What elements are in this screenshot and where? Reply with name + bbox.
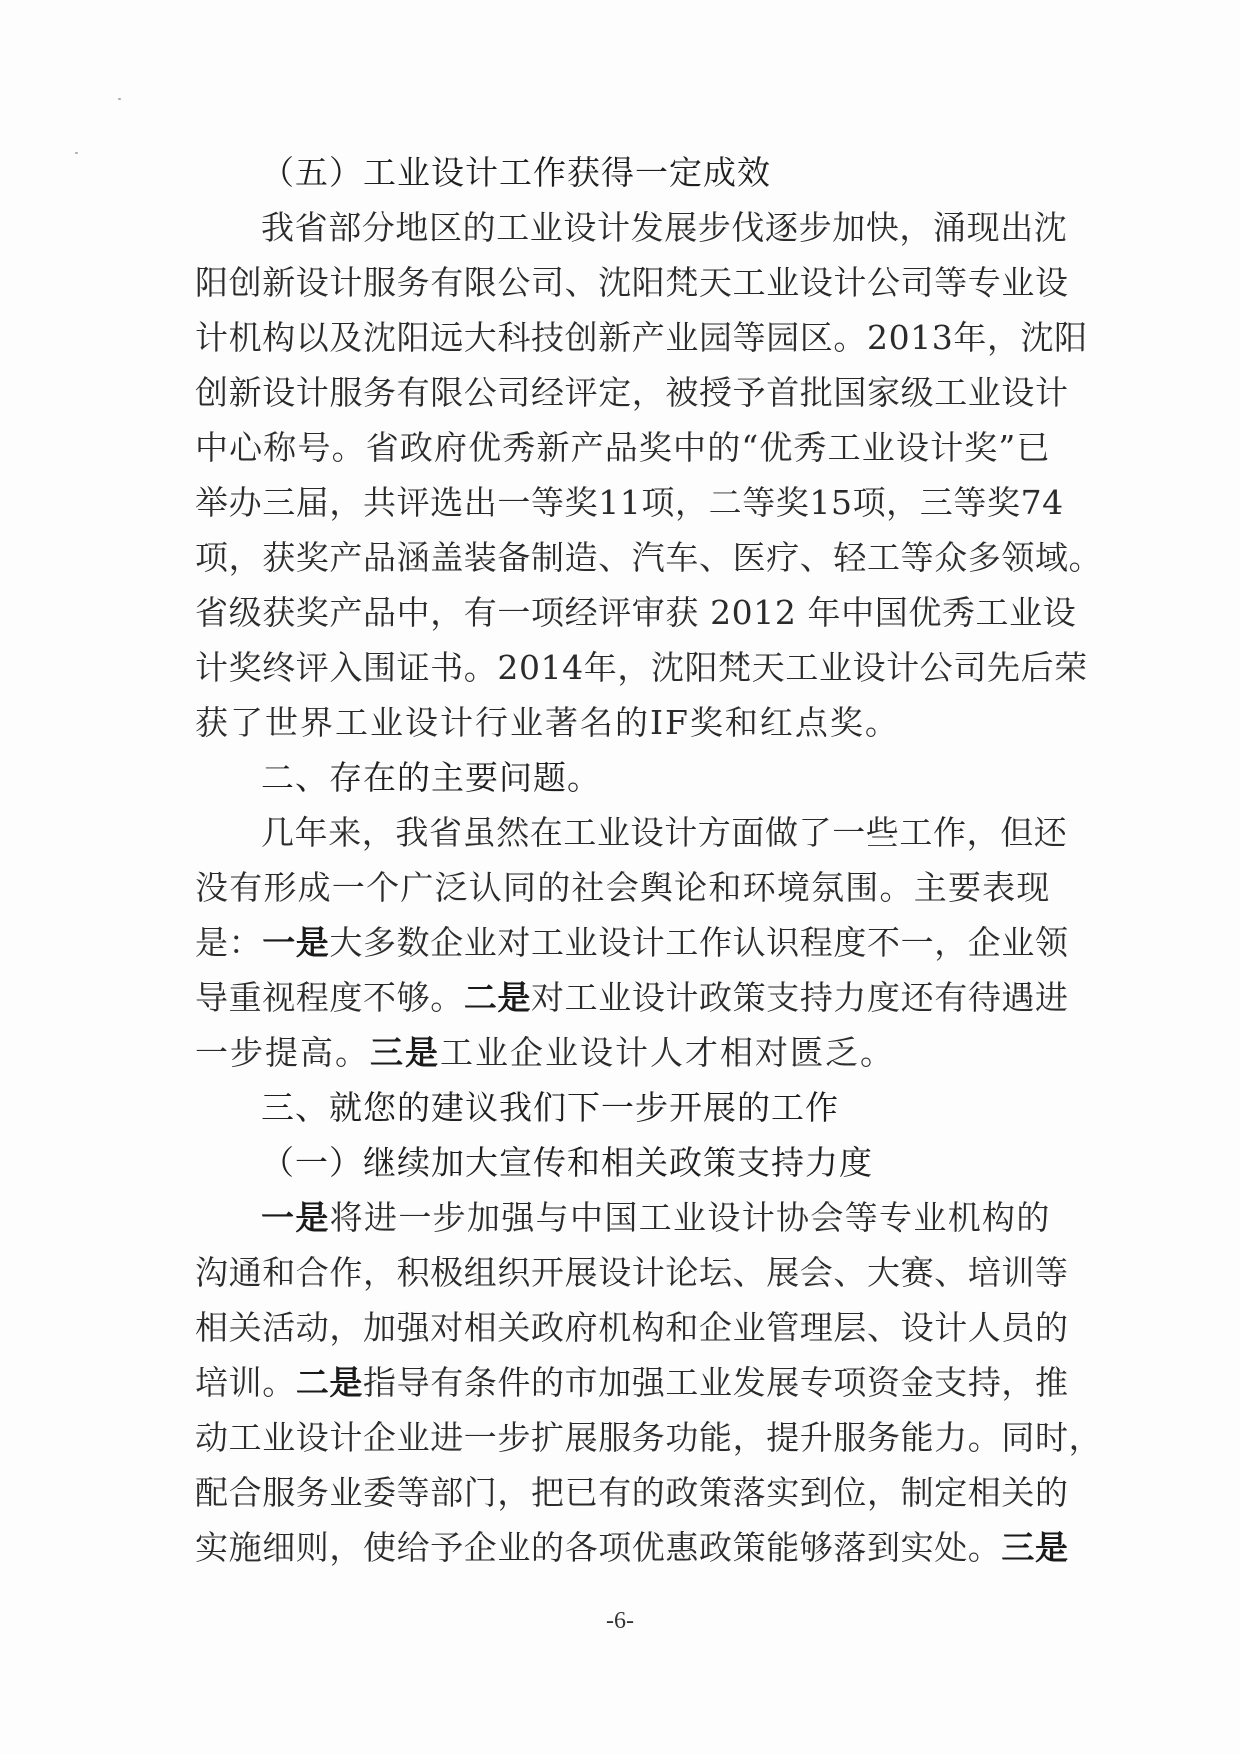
text-run: 大多数企业对工业设计工作认识程度不一，企业领 bbox=[329, 923, 1069, 962]
text-line-content bbox=[195, 373, 1069, 413]
text-line-content bbox=[261, 208, 1068, 248]
section-heading bbox=[0, 758, 1240, 802]
text-line bbox=[0, 813, 1240, 857]
emphasis-marker: 三是 bbox=[370, 1033, 440, 1072]
text-run: 计机构以及沈阳远大科技创新产业园等园区。2013年，沈阳 bbox=[195, 318, 1088, 357]
text-line-content bbox=[195, 703, 1050, 743]
text-line bbox=[0, 1033, 1240, 1077]
text-line bbox=[0, 483, 1240, 527]
text-line-content bbox=[195, 868, 1050, 908]
text-run: 配合服务业委等部门，把已有的政策落实到位，制定相关的 bbox=[195, 1473, 1069, 1512]
text-run: 对工业设计政策支持力度还有待遇进 bbox=[531, 978, 1069, 1017]
text-run: 几年来，我省虽然在工业设计方面做了一些工作，但还 bbox=[261, 813, 1068, 852]
text-run: 没有形成一个广泛认同的社会舆论和环境氛围。主要表现 bbox=[195, 868, 1050, 907]
text-run: 项，获奖产品涵盖装备制造、汽车、医疗、轻工等众多领域。 bbox=[195, 538, 1103, 577]
emphasis-marker: 三是 bbox=[1001, 1528, 1069, 1567]
text-line-content bbox=[261, 1088, 1050, 1128]
text-run: 中心称号。省政府优秀新产品奖中的“优秀工业设计奖”已 bbox=[195, 428, 1050, 467]
text-line-content bbox=[195, 263, 1069, 303]
text-line bbox=[0, 373, 1240, 417]
emphasis-marker: 二是 bbox=[463, 978, 532, 1017]
text-run: 获了世界工业设计行业著名的IF奖和红点奖。 bbox=[195, 703, 900, 742]
text-run: 导重视程度不够。 bbox=[195, 978, 464, 1017]
text-line bbox=[0, 1308, 1240, 1352]
text-run: 创新设计服务有限公司经评定，被授予首批国家级工业设计 bbox=[195, 373, 1069, 412]
text-line bbox=[0, 648, 1240, 692]
text-line-content bbox=[195, 538, 1103, 578]
text-line bbox=[0, 538, 1240, 582]
text-line bbox=[0, 318, 1240, 362]
text-run: 计奖终评入围证书。2014年，沈阳梵天工业设计公司先后荣 bbox=[195, 648, 1088, 687]
text-run: 工业企业设计人才相对匮乏。 bbox=[440, 1033, 895, 1072]
text-line-content bbox=[195, 978, 1069, 1018]
text-line bbox=[0, 428, 1240, 472]
text-line-content bbox=[261, 813, 1068, 853]
text-run: 一步提高。 bbox=[195, 1033, 370, 1072]
text-line-content bbox=[195, 1418, 1103, 1458]
text-line bbox=[0, 1418, 1240, 1462]
text-run: 沟通和合作，积极组织开展设计论坛、展会、大赛、培训等 bbox=[195, 1253, 1069, 1292]
text-run: 是： bbox=[195, 923, 263, 962]
text-run: 相关活动，加强对相关政府机构和企业管理层、设计人员的 bbox=[195, 1308, 1069, 1347]
text-run: 动工业设计企业进一步扩展服务功能，提升服务能力。同时， bbox=[195, 1418, 1103, 1457]
text-run: 实施细则，使给予企业的各项优惠政策能够落到实处。 bbox=[195, 1528, 1002, 1567]
text-line bbox=[0, 1253, 1240, 1297]
text-line bbox=[0, 208, 1240, 252]
text-line-content bbox=[195, 1033, 1050, 1073]
text-line bbox=[0, 1528, 1240, 1572]
emphasis-marker: 一是 bbox=[261, 1198, 330, 1237]
page-number: -6- bbox=[606, 1608, 634, 1634]
text-line-content bbox=[195, 1308, 1069, 1348]
text-line-content bbox=[261, 153, 1050, 193]
text-line-content bbox=[195, 648, 1088, 688]
text-line bbox=[0, 978, 1240, 1022]
text-line bbox=[0, 263, 1240, 307]
text-line bbox=[0, 1473, 1240, 1517]
text-line-content bbox=[195, 923, 1069, 963]
section-heading bbox=[0, 153, 1240, 197]
text-run: 阳创新设计服务有限公司、沈阳梵天工业设计公司等专业设 bbox=[195, 263, 1069, 302]
text-line-content bbox=[195, 1473, 1069, 1513]
text-line-content bbox=[261, 758, 1050, 798]
text-run: 指导有条件的市加强工业发展专项资金支持，推 bbox=[363, 1363, 1069, 1402]
text-line bbox=[0, 923, 1240, 967]
text-line-content bbox=[261, 1143, 1050, 1183]
text-line-content bbox=[261, 1198, 1050, 1238]
text-line-content bbox=[195, 1253, 1069, 1293]
text-run: 二、存在的主要问题。 bbox=[261, 758, 601, 797]
text-run: 将进一步加强与中国工业设计协会等专业机构的 bbox=[329, 1198, 1050, 1237]
text-line-content bbox=[195, 593, 1077, 633]
text-line bbox=[0, 1363, 1240, 1407]
section-heading bbox=[0, 1088, 1240, 1132]
scan-speck bbox=[118, 98, 121, 100]
emphasis-marker: 二是 bbox=[295, 1363, 364, 1402]
emphasis-marker: 一是 bbox=[262, 923, 330, 962]
text-line bbox=[0, 593, 1240, 637]
text-line-content bbox=[195, 428, 1050, 468]
text-run: 省级获奖产品中，有一项经评审获 2012 年中国优秀工业设 bbox=[195, 593, 1077, 632]
section-heading bbox=[0, 1143, 1240, 1187]
text-run: 我省部分地区的工业设计发展步伐逐步加快，涌现出沈 bbox=[261, 208, 1068, 247]
text-line-content bbox=[195, 1528, 1069, 1568]
text-line-content bbox=[195, 1363, 1069, 1403]
text-line bbox=[0, 703, 1240, 747]
text-line-content bbox=[195, 483, 1064, 523]
text-run: （五）工业设计工作获得一定成效 bbox=[261, 153, 771, 192]
text-run: 三、就您的建议我们下一步开展的工作 bbox=[261, 1088, 839, 1127]
text-line bbox=[0, 868, 1240, 912]
text-line bbox=[0, 1198, 1240, 1242]
text-run: 培训。 bbox=[195, 1363, 296, 1402]
text-run: 举办三届，共评选出一等奖11项，二等奖15项，三等奖74 bbox=[195, 483, 1064, 522]
text-run: （一）继续加大宣传和相关政策支持力度 bbox=[261, 1143, 873, 1182]
text-line-content bbox=[195, 318, 1088, 358]
